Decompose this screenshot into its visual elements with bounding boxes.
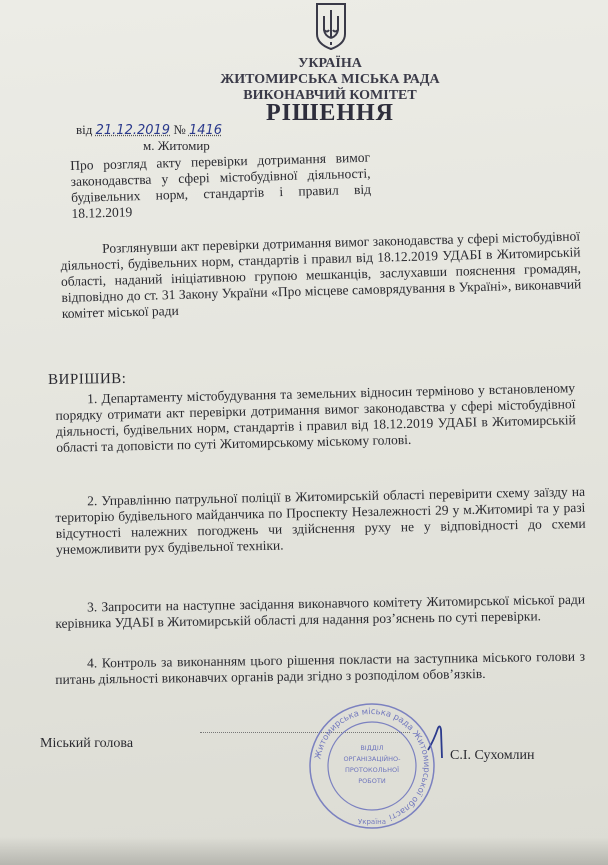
date-line xyxy=(76,122,222,138)
resolution-item-2: 2. Управлінню патрульної поліції в Житомирській області перевірити схему заїзду на територію будівельного майданчика по Проспекту Незалежності 29 у м.Житомирі та у разі відсутності належних погоджень чи здійснення руху не у відповідності до схеми унеможливити рух будівельної техніки. xyxy=(55,483,586,557)
signatory-name: С.І. Сухомлин xyxy=(450,748,535,763)
resolution-item-4: 4. Контроль за виконанням цього рішення покласти на заступника міського голови з питань діяльності виконавчих органів ради згідно з розподілом обов’язків. xyxy=(55,648,586,687)
preamble-paragraph: Розглянувши акт перевірки дотримання вимог законодавства у сфері містобудівної діяльності, будівельних норм, стандартів і правил від 18.12.2019 УДАБІ в Житомирській області, наданий ініціативною групою мешканців, заслухавши пояснення громадян, відповідно до ст. 31 Закону України «Про місцеве самоврядування в Україні», виконавчий комітет міської ради xyxy=(60,228,582,321)
official-stamp xyxy=(306,700,438,832)
signatory-title: Міський голова xyxy=(40,736,134,751)
header-committee: ВИКОНАВЧИЙ КОМІТЕТ xyxy=(243,88,417,103)
resolution-item-3: 3. Запросити на наступне засідання виконавчого комітету Житомирської міської ради керівника УДАБІ в Житомирській області для надання роз’яснень по суті перевірки. xyxy=(55,591,586,631)
handwritten-number: 1416 xyxy=(188,123,223,138)
resolved-heading: ВИРІШИВ: xyxy=(48,370,127,388)
document-type-title: РІШЕННЯ xyxy=(265,100,395,126)
stamp-line-3: ПРОТОКОЛЬНОЇ xyxy=(344,766,400,774)
header-council: ЖИТОМИРСЬКА МІСЬКА РАДА xyxy=(220,72,440,87)
subject-block: Про розгляд акту перевірки дотримання вимог законодавства у сфері містобудівної діяльності, будівельних норм, стандартів і правил від 18.12.2019 xyxy=(70,149,372,221)
stamp-line-2: ОРГАНІЗАЦІЙНО- xyxy=(343,755,401,763)
stamp-bottom-text: Україна xyxy=(357,818,387,826)
date-from-label: від xyxy=(76,122,93,137)
handwritten-date: 21.12.2019 xyxy=(95,123,171,138)
svg-text:Житомирська міська рада Житоми xyxy=(313,707,431,822)
stamp-line-1: ВІДДІЛ xyxy=(360,744,384,752)
resolution-item-1: 1. Департаменту містобудування та земельних відносин терміново у встановленому порядку отримати акт перевірки дотримання вимог законодавства у сфері містобудівної діяльності, будівельних норм, стандартів і правил від 18.12.2019 УДАБІ в Житомирській області та доповісти по суті Житомирському міському голові. xyxy=(55,380,576,455)
header-country: УКРАЇНА xyxy=(298,56,362,71)
number-label: № xyxy=(173,122,186,137)
stamp-line-4: РОБОТИ xyxy=(358,777,386,785)
city-label: м. Житомир xyxy=(143,138,210,153)
stamp-outer-text: Житомирська міська рада Житомирської області xyxy=(313,706,432,822)
tryzub-coat-of-arms-icon xyxy=(314,2,348,50)
